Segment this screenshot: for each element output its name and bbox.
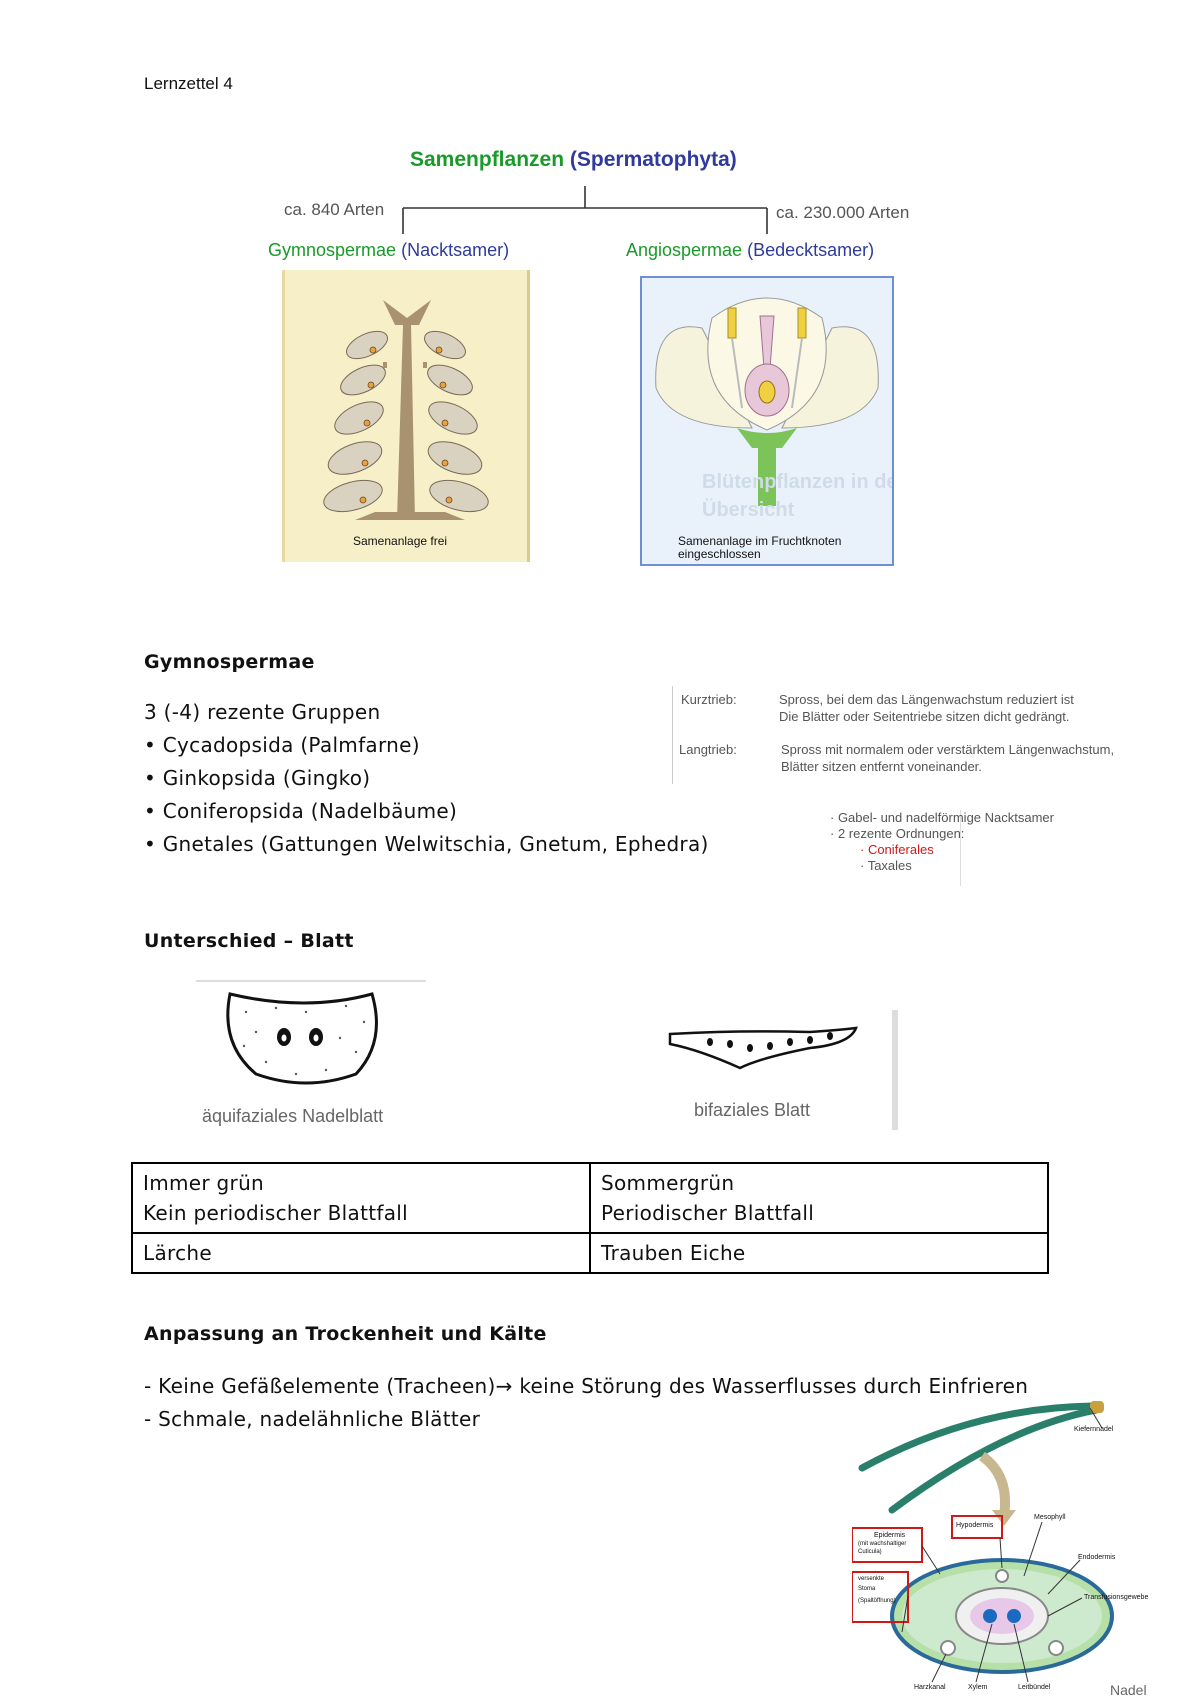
cell-line: Kein periodischer Blattfall [143, 1201, 408, 1225]
table-row [132, 1233, 1048, 1273]
angio-label [626, 240, 874, 261]
gymno-paren: (Nacktsamer) [401, 240, 510, 260]
leaf-comparison-table [131, 1162, 1049, 1274]
table-cell [590, 1163, 1048, 1233]
svg-text:Übersicht: Übersicht [702, 499, 795, 521]
label-endodermis: Endodermis [1078, 1554, 1116, 1561]
angio-illustration [640, 276, 894, 566]
gymno-label [268, 240, 509, 261]
table-cell [132, 1163, 590, 1233]
term-kurztrieb: Kurztrieb: [681, 692, 737, 707]
needle-anatomy-svg [852, 1398, 1152, 1698]
desc-langtrieb-2: Blätter sitzen entfernt voneinander. [781, 759, 982, 774]
note-1: · Gabel- und nadelförmige Nacktsamer [830, 810, 1054, 825]
desc-kurztrieb-1: Spross, bei dem das Längenwachstum reduziert ist [779, 692, 1074, 707]
blatt-heading: Unterschied – Blatt [144, 930, 354, 952]
label-epidermis-3: Cuticula) [858, 1549, 882, 1555]
label-epidermis: Epidermis [874, 1532, 906, 1539]
label-stoma: versenkte [858, 1576, 885, 1582]
gymno-caption: Samenanlage frei [353, 534, 448, 548]
bifacial-caption: bifaziales Blatt [694, 1100, 811, 1120]
table-cell: Trauben Eiche [590, 1233, 1048, 1273]
cell-line: Immer grün [143, 1171, 265, 1195]
label-kiefernadel: Kiefernnadel [1074, 1426, 1114, 1433]
anpassung-line-0: - Keine Gefäßelemente (Tracheen)→ keine Störung des Wasserflusses durch Einfrieren [144, 1374, 1029, 1398]
gymno-name: Gymnospermae [268, 240, 397, 260]
gymno-line-0: 3 (-4) rezente Gruppen [144, 700, 381, 724]
angio-caption-1: Samenanlage im Fruchtknoten [678, 534, 842, 548]
note-3: · Coniferales [860, 842, 934, 857]
gymno-line-1: • Cycadopsida (Palmfarne) [144, 733, 420, 757]
bifacial-leaf-figure [660, 1010, 898, 1130]
anpassung-line-1: - Schmale, nadelähnliche Blätter [144, 1407, 481, 1431]
table-row [132, 1163, 1048, 1233]
note-2: · 2 rezente Ordnungen: [830, 826, 965, 841]
label-hypodermis: Hypodermis [956, 1522, 994, 1529]
label-stoma-3: (Spaltöffnung) [858, 1598, 896, 1604]
tree-connector [395, 186, 775, 236]
needle-anatomy-figure [852, 1398, 1152, 1698]
gymno-heading: Gymnospermae [144, 651, 315, 673]
label-mesophyll: Mesophyll [1034, 1514, 1066, 1521]
seed-frond-image [285, 270, 527, 562]
table-cell: Lärche [132, 1233, 590, 1273]
svg-text:Blütenpflanzen in der: Blütenpflanzen in der [702, 471, 892, 493]
right-count: ca. 230.000 Arten [776, 203, 910, 222]
flower-image [642, 278, 892, 564]
page-header: Lernzettel 4 [144, 74, 233, 93]
gymno-line-2: • Ginkopsida (Gingko) [144, 766, 371, 790]
gymno-line-3: • Coniferopsida (Nadelbäume) [144, 799, 458, 823]
needle-caption: äquifaziales Nadelblatt [202, 1106, 384, 1126]
cell-line: Sommergrün [601, 1171, 735, 1195]
tree-title [410, 148, 737, 172]
conifer-notes [830, 810, 1054, 886]
desc-kurztrieb-2: Die Blätter oder Seitentriebe sitzen dicht gedrängt. [779, 709, 1070, 724]
term-langtrieb: Langtrieb: [679, 742, 737, 757]
cell-line: Periodischer Blattfall [601, 1201, 815, 1225]
label-nadel: Nadel [1110, 1682, 1147, 1698]
gymno-line-4: • Gnetales (Gattungen Welwitschia, Gnetum, Ephedra) [144, 832, 709, 856]
anpassung-heading: Anpassung an Trockenheit und Kälte [144, 1323, 547, 1345]
label-leitbuendel: Leitbündel [1018, 1684, 1051, 1691]
gymno-illustration [282, 270, 530, 562]
desc-langtrieb-1: Spross mit normalem oder verstärktem Längenwachstum, [781, 742, 1115, 757]
label-transfusion: Transfusionsgewebe [1084, 1594, 1149, 1601]
trieb-definitions [672, 686, 1171, 784]
label-stoma-2: Stoma [858, 1586, 876, 1592]
label-epidermis-2: (mit wachshaltiger [858, 1541, 907, 1547]
angio-paren: (Bedecktsamer) [747, 240, 875, 260]
tree-title-lat: (Spermatophyta) [569, 148, 737, 171]
gymno-list [144, 696, 709, 861]
angio-caption-2: eingeschlossen [678, 547, 761, 561]
angio-name: Angiospermae [626, 240, 743, 260]
needle-cross-section [196, 982, 426, 1092]
label-xylem: Xylem [968, 1684, 988, 1691]
left-count: ca. 840 Arten [284, 200, 385, 219]
label-harzkanal: Harzkanal [914, 1684, 946, 1691]
note-4: · Taxales [860, 858, 912, 873]
bifacial-cross-section [660, 1010, 860, 1070]
needle-leaf-figure [196, 980, 426, 1132]
tree-title-de: Samenpflanzen [410, 148, 565, 171]
